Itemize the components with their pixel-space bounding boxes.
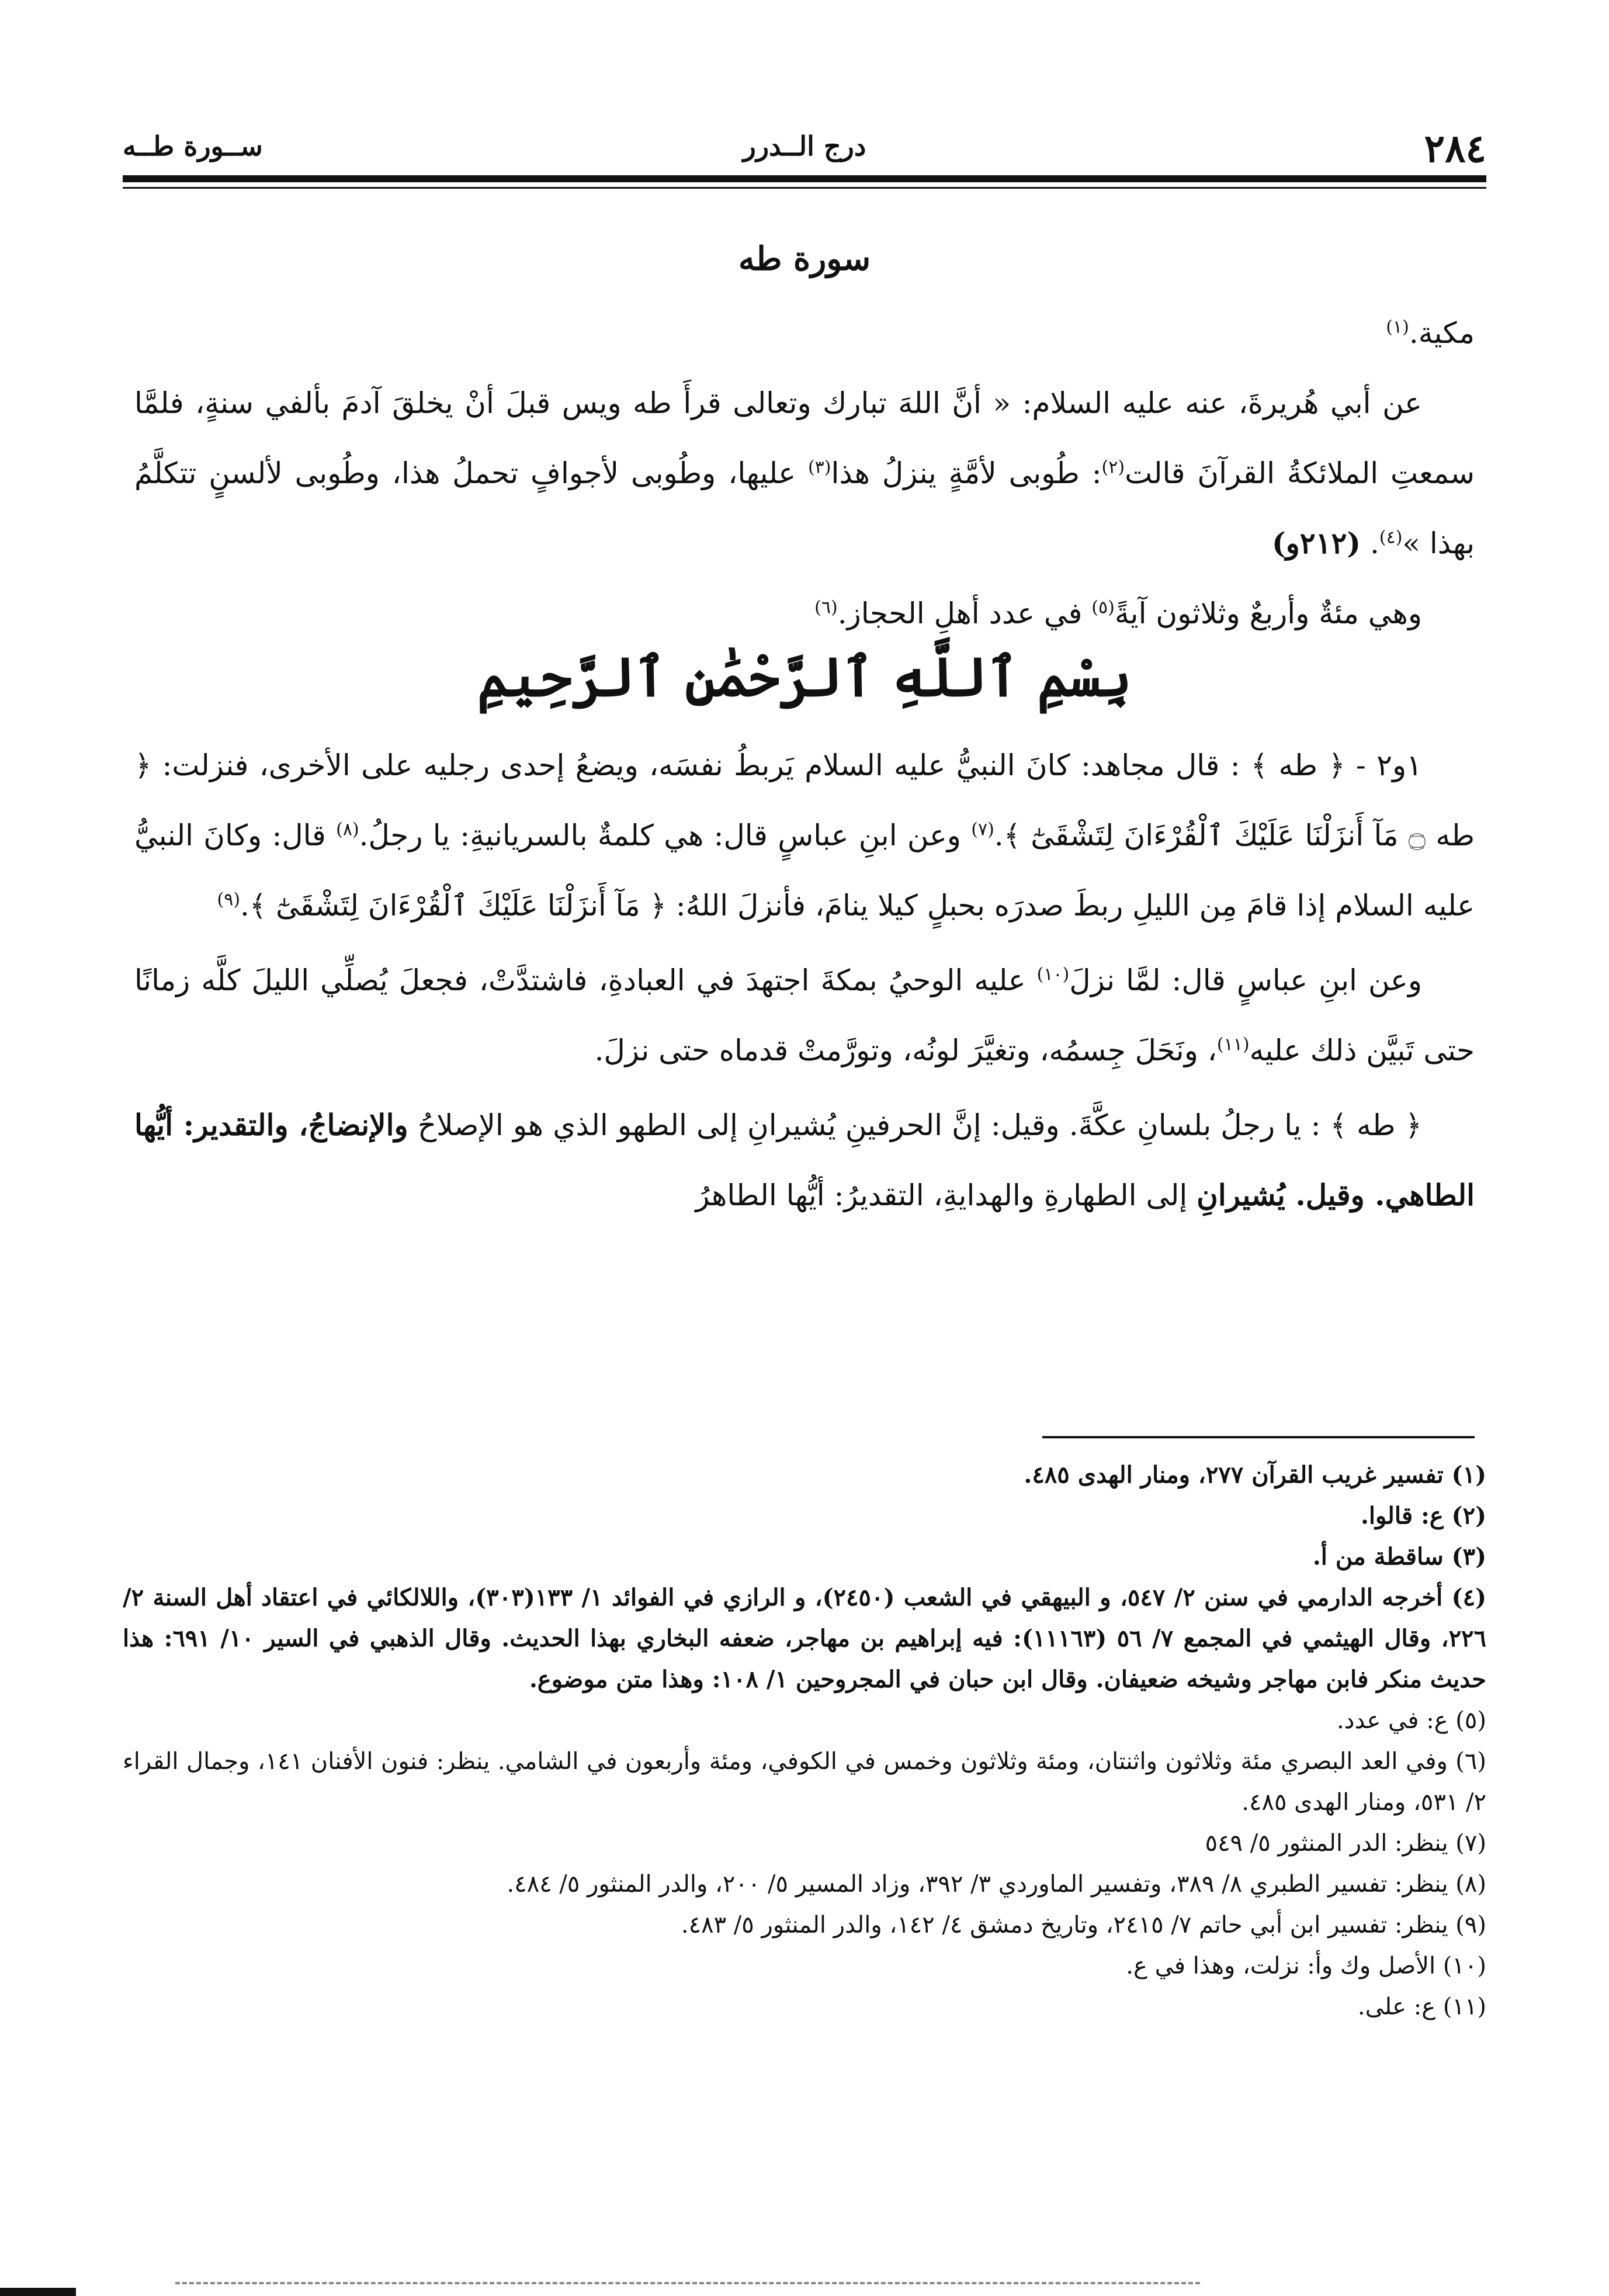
footnote-ref: (١٠)	[1036, 964, 1070, 985]
surah-header-name: ســورة طــه	[123, 130, 263, 162]
commentary-paragraph-3: ﴿ طه ﴾ : يا رجلُ بلسانِ عكَّةَ. وقيل: إنَّ الحرفينِ يُشيرانِ إلى الطهو الذي هو الإصلاحُ والإنضاجُ، والتقدير: أيُّها الطاهي. وقيل. يُشيرانِ إلى الطهارةِ والهدايةِ، التقديرُ: أيُّها الطاهرُ	[134, 1108, 1475, 1212]
folio-mark: (٢١٢و)	[1271, 526, 1361, 560]
footnote-10: (١٠) الأصل وك وأ: نزلت، وهذا في ع.	[1126, 1952, 1486, 1979]
book-title: درج الــدرر	[743, 130, 866, 162]
footnote-3: (٣) ساقطة من أ.	[1312, 1543, 1486, 1570]
footnote-ref: (٢)	[1101, 457, 1125, 478]
commentary-paragraph-1: ١و٢ - ﴿ طه ﴾ : قال مجاهد: كانَ النبيُّ عليه السلام يَربطُ نفسَه، ويضعُ إحدى رجليه على الأخرى، فنزلت: ﴿ طه ۝ مَآ أَنزَلْنَا عَلَيْكَ ٱلْقُرْءَانَ لِتَشْقَىٰٓ ﴾.$^{(٧)}$ وعن ابنِ عباسٍ قال: هي كلمةٌ بالسريانيةِ: يا رجلُ.$^{(٨)}$ قال: وكانَ النبيُّ عليه السلام إذا قامَ مِن الليلِ ربطَ صدرَه بحبلٍ كيلا ينامَ، فأنزلَ اللهُ: ﴿ مَآ أَنزَلْنَا عَلَيْكَ ٱلْقُرْءَانَ لِتَشْقَىٰٓ ﴾.$^{(٩)}$	[134, 748, 1475, 922]
commentary-paragraph-2: وعن ابنِ عباسٍ قال: لمَّا نزلَ$^{(١٠)}$ عليه الوحيُ بمكةَ اجتهدَ في العبادةِ، فاشتدَّتْ، فجعلَ يُصلِّي الليلَ كلَّه زمانًا حتى تَبيَّن ذلك عليه$^{(١١)}$، ونَحَلَ جِسمُه، وتغيَّرَ لونُه، وتورَّمتْ قدماه حتى نزلَ.	[134, 963, 1475, 1067]
commentary-block	[134, 730, 1475, 1235]
footnote-ref: (١)	[1386, 317, 1409, 338]
footnote-ref: (٩)	[217, 889, 241, 910]
footnote-ref: (٥)	[1091, 597, 1115, 618]
running-header	[123, 126, 1486, 171]
footnote-11: (١١) ع: على.	[1357, 1993, 1486, 2020]
intro-block	[134, 298, 1475, 648]
footnote-ref: (٨)	[336, 819, 359, 840]
footnote-ref: (٤)	[1379, 527, 1403, 548]
footnote-8: (٨) ينظر: تفسير الطبري ٨/ ٣٨٩، وتفسير الماوردي ٣/ ٣٩٢، وزاد المسير ٥/ ٢٠٠، والدر المنثور ٥/ ٤٨٤.	[507, 1871, 1486, 1898]
footnote-ref: (٧)	[971, 819, 994, 840]
footnote-9: (٩) ينظر: تفسير ابن أبي حاتم ٧/ ٢٤١٥، وتاريخ دمشق ٤/ ١٤٢، والدر المنثور ٥/ ٤٨٣.	[681, 1912, 1486, 1938]
page-number: ٢٨٤	[1424, 126, 1486, 171]
footnote-1: (١) تفسير غريب القرآن ٢٧٧، ومنار الهدى ٤٨٥.	[1024, 1461, 1486, 1489]
footnote-2: (٢) ع: قالوا.	[1360, 1502, 1486, 1529]
footnote-ref: (٣)	[807, 457, 831, 478]
footnote-ref: (١١)	[1216, 1034, 1250, 1055]
verse-count-line: وهي مئةٌ وأربعٌ وثلاثون آيةً$^{(٥)}$ في عدد أهلِ الحجاز.$^{(٦)}$	[814, 596, 1422, 630]
header-rule-thick	[123, 175, 1486, 182]
surah-title: سورة طه	[738, 240, 871, 278]
makkiyya-line: مكية.$^{(١)}$	[1386, 316, 1475, 350]
footnote-6: (٦) وفي العد البصري مئة وثلاثون واثنتان، ومئة وثلاثون وخمس في الكوفي، ومئة وأربعون في الشامي. ينظر: فنون الأفنان ١٤١، وجمال القراء ٢/ ٥٣١، ومنار الهدى ٤٨٥.	[123, 1748, 1486, 1816]
header-rule-thin	[123, 187, 1486, 189]
basmala: بِسْمِ ٱللَّهِ ٱلرَّحْمَٰنِ ٱلرَّحِيمِ	[477, 646, 1132, 709]
hadith-paragraph: عن أبي هُريرةَ، عنه عليه السلام: « أنَّ اللهَ تبارك وتعالى قرأَ طه ويس قبلَ أنْ يخلقَ آدمَ بألفي سنةٍ، فلمَّا سمعتِ الملائكةُ القرآنَ قالت$^{(٢)}$: طُوبى لأمَّةٍ ينزلُ هذا$^{(٣)}$ عليها، وطُوبى لأجوافٍ تحملُ هذا، وطُوبى لألسنٍ تتكلَّمُ بهذا »$^{(٤)}$. (٢١٢و)	[134, 386, 1475, 560]
scan-edge-mark	[0, 2288, 76, 2296]
footnote-5: (٥) ع: في عدد.	[1336, 1707, 1486, 1734]
footnotes	[123, 1455, 1486, 2027]
footnote-separator	[1042, 1436, 1475, 1438]
footnote-7: (٧) ينظر: الدر المنثور ٥/ ٥٤٩	[1205, 1830, 1486, 1857]
footnote-4: (٤) أخرجه الدارمي في سنن ٢/ ٥٤٧، و البيهقي في الشعب (٢٤٥٠)، و الرازي في الفوائد ١/ ١٣٣(٣٠٣)، واللالكائي في اعتقاد أهل السنة ٢/ ٢٢٦، وقال الهيثمي في المجمع ٧/ ٥٦ (١١١٦٣): فيه إبراهيم بن مهاجر، ضعفه البخاري بهذا الحديث. وقال الذهبي في السير ١٠/ ٦٩١: هذا حديث منكر فابن مهاجر وشيخه ضعيفان. وقال ابن حبان في المجروحين ١/ ١٠٨: وهذا متن موضوع.	[123, 1584, 1487, 1693]
footnote-ref: (٦)	[814, 597, 838, 618]
scan-edge-dashes	[175, 2282, 1200, 2284]
